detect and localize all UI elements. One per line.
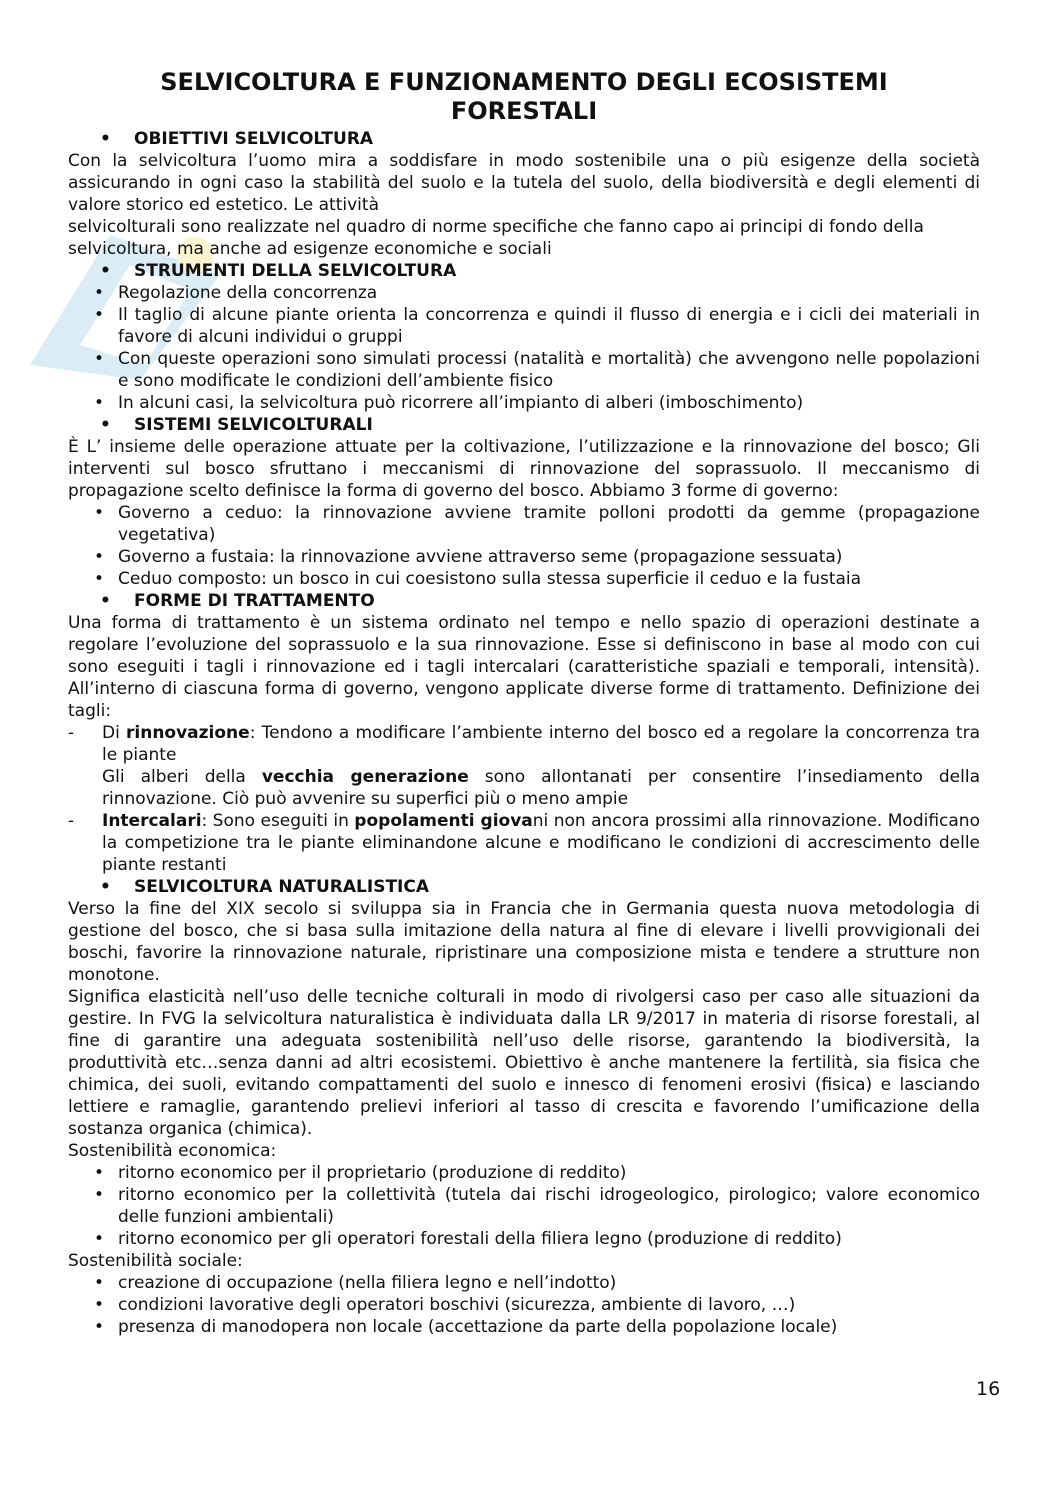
term-intercalari: Intercalari bbox=[102, 811, 202, 831]
term-rinnovazione: rinnovazione bbox=[126, 723, 250, 743]
term-popolamenti-giovani: popolamenti giova bbox=[354, 811, 533, 831]
list-item: • ritorno economico per gli operatori forestali della filiera legno (produzione di reddito) bbox=[68, 1228, 980, 1250]
list-item: • Il taglio di alcune piante orienta la concorrenza e quindi il flusso di energia e i cicli dei materiali in favore di alcuni individui o gruppi bbox=[68, 304, 980, 348]
document-page bbox=[68, 68, 980, 1338]
page-title bbox=[68, 68, 980, 126]
obiettivi-text: Con la selvicoltura l’uomo mira a soddisfare in modo sostenibile una o più esigenze della società assicurando in ogni caso la stabilità del suolo e la tutela del suolo, della biodiversità e degli elementi di valore storico ed estetico. Le attività bbox=[68, 151, 980, 215]
text-run: : Sono eseguiti in bbox=[201, 811, 355, 831]
strumenti-list bbox=[68, 282, 980, 414]
obiettivi-text-2: selvicolturali sono realizzate nel quadro di norme specifiche che fanno capo ai principi di fondo della selvicoltura, ma anche ad esigenze economiche e sociali bbox=[68, 217, 924, 259]
list-item: • Governo a ceduo: la rinnovazione avviene tramite polloni prodotti da gemme (propagazione vegetativa) bbox=[68, 502, 980, 546]
dash-marker: - bbox=[68, 723, 75, 743]
trattamento-text: Una forma di trattamento è un sistema ordinato nel tempo e nello spazio di operazioni destinate a regolare l’evoluzione del soprassuolo e la sua rinnovazione. Esse si definiscono in base al modo con cui sono eseguiti i tagli i rinnovazione ed i tagli intercalari (caratteristiche spaziali e temporali, intensità). All’interno di ciascuna forma di governo, vengono applicate diverse forme di trattamento. Definizione dei tagli: bbox=[68, 613, 980, 721]
text-run: Gli alberi della bbox=[102, 767, 262, 787]
governo-list bbox=[68, 502, 980, 590]
page-number: 16 bbox=[976, 1378, 1001, 1400]
list-item: • creazione di occupazione (nella filiera legno e nell’indotto) bbox=[68, 1272, 980, 1294]
list-item: • condizioni lavorative degli operatori boschivi (sicurezza, ambiente di lavoro, …) bbox=[68, 1294, 980, 1316]
list-item: • presenza di manodopera non locale (accettazione da parte della popolazione locale) bbox=[68, 1316, 980, 1338]
heading-sistemi: • SISTEMI SELVICOLTURALI bbox=[68, 414, 980, 436]
list-item: • Ceduo composto: un bosco in cui coesistono sulla stessa superficie il ceduo e la fustaia bbox=[68, 568, 980, 590]
list-item: • In alcuni casi, la selvicoltura può ricorrere all’impianto di alberi (imboschimento) bbox=[68, 392, 980, 414]
list-item: • ritorno economico per la collettività (tutela dai rischi idrogeologico, pirologico; valore economico delle funzioni ambientali) bbox=[68, 1184, 980, 1228]
sostenibilita-sociale-label: Sostenibilità sociale: bbox=[68, 1251, 243, 1271]
sostenibilita-economica-label: Sostenibilità economica: bbox=[68, 1141, 277, 1161]
naturalistica-p2: Significa elasticità nell’uso delle tecniche colturali in modo di rivolgersi caso per caso alle situazioni da gestire. In FVG la selvicoltura naturalistica è individuata dalla LR 9/2017 in materia di risorse forestali, al fine di garantire una adeguata sostenibilità nell’uso delle risorse, garantendo la biodiversità, la produttività etc…senza danni ad altri ecosistemi. Obiettivo è anche mantenere la fertilità, sia fisica che chimica, dei suoli, evitando compattamenti del suolo e innesco di fenomeni erosivi (fisica) e lasciando lettiere e ramaglie, garantendo prelievi inferiori al tasso di crescita e favorendo l’umificazione della sostanza organica (chimica). bbox=[68, 987, 980, 1139]
sociale-list bbox=[68, 1272, 980, 1338]
title-line-1: SELVICOLTURA E FUNZIONAMENTO DEGLI ECOSISTEMI bbox=[160, 68, 888, 96]
list-item: • Regolazione della concorrenza bbox=[68, 282, 980, 304]
naturalistica-p1: Verso la fine del XIX secolo si sviluppa sia in Francia che in Germania questa nuova metodologia di gestione del bosco, che si basa sulla imitazione della natura al fine di elevare i livelli provvigionali dei boschi, favorire la rinnovazione naturale, ripristinare una composizione mista e tendere a strutture non monotone. bbox=[68, 899, 980, 985]
economica-list bbox=[68, 1162, 980, 1250]
heading-strumenti: • STRUMENTI DELLA SELVICOLTURA bbox=[68, 260, 980, 282]
heading-obiettivi: • OBIETTIVI SELVICOLTURA bbox=[68, 128, 980, 150]
dash-marker: - bbox=[68, 811, 75, 831]
heading-naturalistica: • SELVICOLTURA NATURALISTICA bbox=[68, 876, 980, 898]
list-item: • Governo a fustaia: la rinnovazione avviene attraverso seme (propagazione sessuata) bbox=[68, 546, 980, 568]
taglio-rinnovazione bbox=[68, 722, 980, 810]
heading-forme-trattamento: • FORME DI TRATTAMENTO bbox=[68, 590, 980, 612]
text-run: sono allontanati per consentire l’insediamento della rinnovazione. Ciò può avvenire su superfici più o meno ampie bbox=[102, 767, 980, 809]
list-item: • Con queste operazioni sono simulati processi (natalità e mortalità) che avvengono nelle popolazioni e sono modificate le condizioni dell’ambiente fisico bbox=[68, 348, 980, 392]
list-item: • ritorno economico per il proprietario (produzione di reddito) bbox=[68, 1162, 980, 1184]
text-run: : Tendono a modificare l’ambiente interno del bosco ed a regolare la concorrenza tra le piante bbox=[102, 723, 981, 765]
text-run: Di bbox=[102, 723, 126, 743]
sistemi-text: È L’ insieme delle operazione attuate per la coltivazione, l’utilizzazione e la rinnovazione del bosco; Gli interventi sul bosco sfruttano i meccanismi di rinnovazione del soprassuolo. Il meccanismo di propagazione scelto definisce la forma di governo del bosco. Abbiamo 3 forme di governo: bbox=[68, 437, 980, 501]
title-line-2: FORESTALI bbox=[450, 97, 598, 125]
taglio-intercalari bbox=[68, 810, 980, 876]
term-vecchia-generazione: vecchia generazione bbox=[261, 767, 469, 787]
text-run: ni non ancora prossimi alla rinnovazione. Modificano la competizione tra le piante eliminandone alcune e modificano le condizioni di accrescimento delle piante restanti bbox=[102, 811, 980, 875]
